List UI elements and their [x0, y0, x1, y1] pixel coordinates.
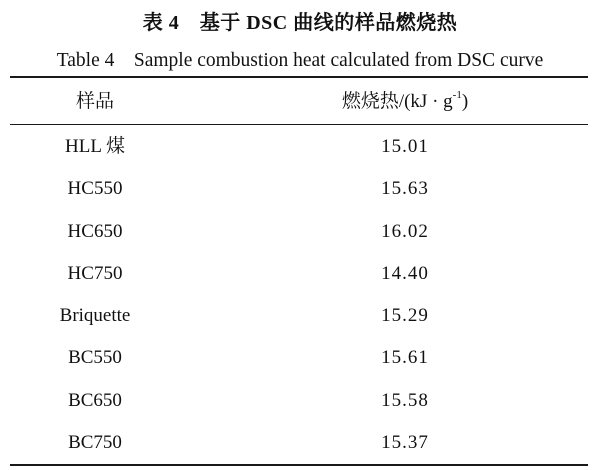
sample-name: BC550: [68, 347, 122, 369]
sample-name: HC750: [67, 262, 123, 284]
table-row: [10, 422, 588, 464]
bottom-rule: [10, 464, 588, 466]
combustion-heat-value: 15.58: [381, 389, 429, 411]
table-row: [10, 295, 588, 337]
header-rule: [10, 124, 588, 125]
column-header-unit-prefix: 燃烧热/(kJ · g: [341, 91, 453, 112]
combustion-heat-value: 16.02: [381, 220, 429, 242]
top-rule: [10, 76, 588, 78]
table-row: [10, 126, 588, 168]
combustion-heat-value: 15.63: [381, 178, 429, 200]
column-header-sample: 样品: [75, 91, 114, 112]
table-row: [10, 211, 588, 253]
table-title-chinese: 表 4 基于 DSC 曲线的样品燃烧热: [142, 12, 458, 34]
table-row: [10, 253, 588, 295]
table-row: [10, 337, 588, 379]
combustion-heat-value: 15.61: [381, 347, 429, 369]
column-header-unit-suffix: ): [461, 91, 469, 112]
table-body: [10, 126, 588, 464]
combustion-heat-value: 15.01: [381, 136, 429, 157]
table-row: [10, 168, 588, 210]
sample-name: Briquette: [59, 305, 131, 326]
column-header-combustion-heat: [270, 84, 540, 120]
sample-name: HC550: [67, 178, 123, 200]
sample-name: HLL 煤: [65, 136, 125, 157]
table-title-english: Table 4 Sample combustion heat calculated from DSC curve: [56, 50, 544, 71]
sample-name: HC650: [67, 220, 123, 242]
combustion-heat-value: 15.37: [381, 431, 429, 453]
table-row: [10, 380, 588, 422]
combustion-heat-value: 14.40: [381, 262, 429, 284]
sample-name: BC650: [68, 389, 122, 411]
sample-name: BC750: [68, 431, 122, 453]
combustion-heat-value: 15.29: [381, 305, 429, 326]
column-header-unit-exponent: -1: [452, 89, 462, 101]
